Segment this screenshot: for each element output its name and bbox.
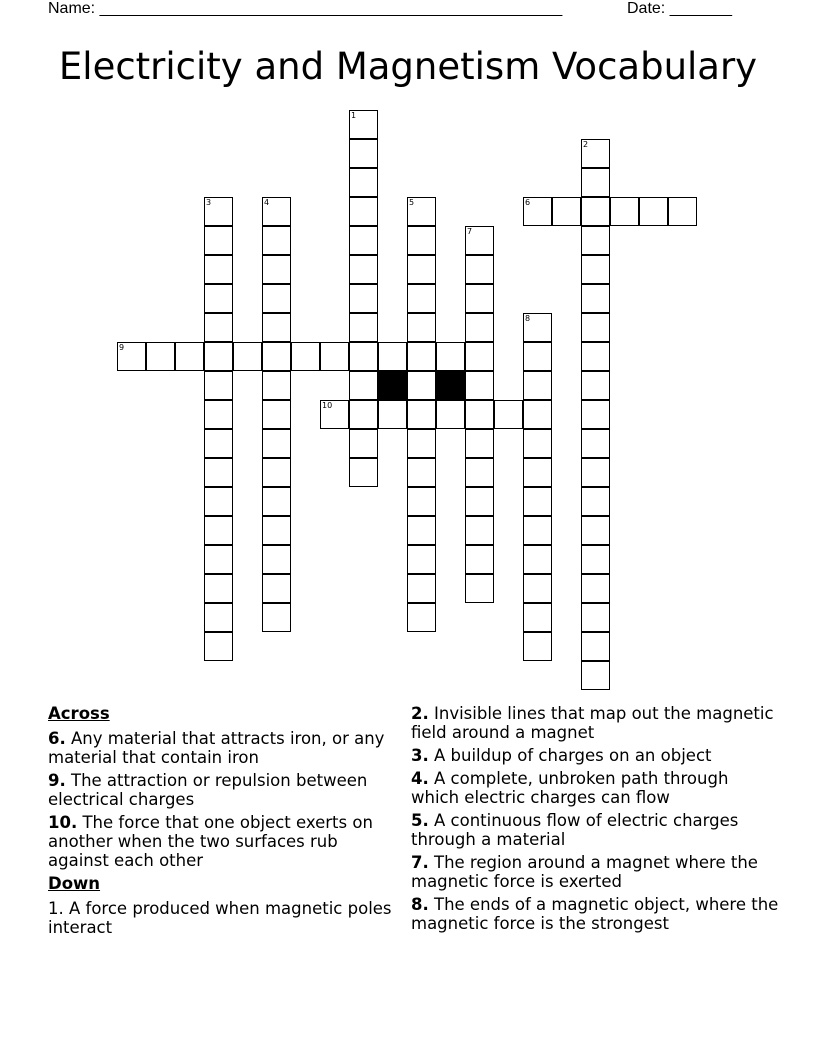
crossword-cell[interactable]	[523, 516, 552, 545]
crossword-cell[interactable]	[204, 400, 233, 429]
crossword-cell[interactable]	[378, 400, 407, 429]
crossword-cell[interactable]	[465, 400, 494, 429]
crossword-cell[interactable]	[523, 545, 552, 574]
crossword-cell[interactable]	[175, 342, 204, 371]
crossword-cell[interactable]	[581, 661, 610, 690]
clue-number: 8.	[411, 895, 429, 914]
crossword-cell[interactable]	[581, 632, 610, 661]
crossword-cell[interactable]	[262, 371, 291, 400]
clue-text: The ends of a magnetic object, where the magnetic force is the strongest	[411, 895, 779, 933]
crossword-cell[interactable]	[581, 574, 610, 603]
clue-number-label: 2	[583, 140, 589, 149]
clue-number-label: 5	[409, 198, 415, 207]
clue-number-label: 3	[206, 198, 212, 207]
crossword-cell[interactable]	[204, 226, 233, 255]
clues-right-column	[411, 704, 781, 937]
crossword-cell[interactable]	[146, 342, 175, 371]
crossword-cell[interactable]	[291, 342, 320, 371]
crossword-cell[interactable]	[262, 284, 291, 313]
crossword-cell[interactable]	[320, 400, 349, 429]
crossword-cell[interactable]	[204, 429, 233, 458]
clue-number: 4.	[411, 769, 429, 788]
crossword-cell[interactable]	[523, 342, 552, 371]
crossword-cell[interactable]	[465, 458, 494, 487]
clue-text: The attraction or repulsion between electrical charges	[48, 771, 368, 809]
crossword-cell[interactable]	[465, 429, 494, 458]
crossword-cell[interactable]	[349, 429, 378, 458]
crossword-cell[interactable]	[581, 429, 610, 458]
clue-number-label: 10	[322, 401, 333, 410]
crossword-cell[interactable]	[204, 458, 233, 487]
crossword-cell[interactable]	[523, 632, 552, 661]
crossword-cell[interactable]	[378, 342, 407, 371]
clue-text: A force produced when magnetic poles interact	[48, 899, 392, 937]
crossword-cell[interactable]	[407, 197, 436, 226]
crossword-cell[interactable]	[465, 487, 494, 516]
crossword-cell[interactable]	[581, 342, 610, 371]
crossword-cell[interactable]	[581, 255, 610, 284]
clue-number-label: 9	[119, 343, 125, 352]
clue-down-3	[411, 746, 781, 765]
crossword-cell[interactable]	[581, 400, 610, 429]
clue-number: 3.	[411, 746, 429, 765]
crossword-cell[interactable]	[407, 255, 436, 284]
crossword-cell[interactable]	[465, 545, 494, 574]
crossword-cell[interactable]	[262, 458, 291, 487]
clue-across-10	[48, 813, 398, 870]
clue-text: A continuous flow of electric charges through a material	[411, 811, 739, 849]
clue-number-label: 8	[525, 314, 531, 323]
crossword-cell[interactable]	[204, 632, 233, 661]
down-heading: Down	[48, 874, 101, 893]
clue-number-label: 1	[351, 111, 357, 120]
crossword-cell[interactable]	[349, 342, 378, 371]
crossword-cell[interactable]	[523, 603, 552, 632]
crossword-cell[interactable]	[349, 110, 378, 139]
crossword-cell[interactable]	[262, 487, 291, 516]
clue-text: The region around a magnet where the magnetic force is exerted	[411, 853, 758, 891]
crossword-cell[interactable]	[262, 313, 291, 342]
crossword-cell[interactable]	[204, 603, 233, 632]
clue-down-4	[411, 769, 781, 807]
crossword-cell[interactable]	[407, 429, 436, 458]
crossword-cell[interactable]	[407, 313, 436, 342]
crossword-cell[interactable]	[523, 313, 552, 342]
clue-text: The force that one object exerts on another when the two surfaces rub against each other	[48, 813, 373, 870]
crossword-cell[interactable]	[407, 342, 436, 371]
crossword-cell[interactable]	[262, 516, 291, 545]
crossword-cell[interactable]	[407, 458, 436, 487]
crossword-cell[interactable]	[552, 197, 581, 226]
crossword-cell[interactable]	[581, 516, 610, 545]
clue-number: 1.	[48, 899, 64, 918]
crossword-cell[interactable]	[581, 139, 610, 168]
clue-across-9	[48, 771, 398, 809]
clue-across-6	[48, 729, 398, 767]
crossword-cell[interactable]	[262, 255, 291, 284]
crossword-cell[interactable]	[407, 400, 436, 429]
clue-down-7	[411, 853, 781, 891]
crossword-cell[interactable]	[465, 371, 494, 400]
crossword-cell[interactable]	[204, 574, 233, 603]
clue-down-5	[411, 811, 781, 849]
crossword-cell[interactable]	[204, 342, 233, 371]
crossword-cell[interactable]	[581, 545, 610, 574]
crossword-cell[interactable]	[407, 574, 436, 603]
crossword-cell[interactable]	[523, 458, 552, 487]
crossword-cell[interactable]	[610, 197, 639, 226]
crossword-cell[interactable]	[262, 545, 291, 574]
crossword-cell[interactable]	[581, 603, 610, 632]
crossword-cell[interactable]	[349, 400, 378, 429]
crossword-cell[interactable]	[581, 226, 610, 255]
crossword-cell[interactable]	[436, 342, 465, 371]
clue-text: A buildup of charges on an object	[428, 746, 712, 765]
crossword-cell[interactable]	[523, 429, 552, 458]
crossword-cell[interactable]	[407, 226, 436, 255]
black-square	[378, 371, 407, 400]
crossword-cell[interactable]	[262, 603, 291, 632]
clue-number-label: 6	[525, 198, 531, 207]
date-field[interactable]: Date: _______	[627, 0, 732, 17]
clue-text: Any material that attracts iron, or any material that contain iron	[48, 729, 385, 767]
crossword-cell[interactable]	[233, 342, 262, 371]
clue-down-8	[411, 895, 781, 933]
crossword-cell[interactable]	[581, 371, 610, 400]
crossword-cell[interactable]	[117, 342, 146, 371]
crossword-cell[interactable]	[204, 313, 233, 342]
crossword-cell[interactable]	[465, 313, 494, 342]
crossword-cell[interactable]	[204, 516, 233, 545]
clue-down-2	[411, 704, 781, 742]
crossword-cell[interactable]	[436, 400, 465, 429]
clue-number: 6.	[48, 729, 66, 748]
clue-number: 10.	[48, 813, 78, 832]
crossword-cell[interactable]	[349, 255, 378, 284]
clue-text: Invisible lines that map out the magnetic field around a magnet	[411, 704, 774, 742]
crossword-cell[interactable]	[465, 574, 494, 603]
crossword-cell[interactable]	[465, 284, 494, 313]
crossword-cell[interactable]	[465, 342, 494, 371]
crossword-cell[interactable]	[407, 516, 436, 545]
crossword-cell[interactable]	[407, 284, 436, 313]
clue-text: A complete, unbroken path through which electric charges can flow	[411, 769, 729, 807]
clue-number-label: 4	[264, 198, 270, 207]
crossword-cell[interactable]	[581, 313, 610, 342]
clue-number: 9.	[48, 771, 66, 790]
crossword-cell[interactable]	[523, 574, 552, 603]
crossword-cell[interactable]	[349, 284, 378, 313]
crossword-cell[interactable]	[349, 139, 378, 168]
crossword-cell[interactable]	[204, 545, 233, 574]
crossword-cell[interactable]	[465, 516, 494, 545]
crossword-cell[interactable]	[262, 342, 291, 371]
crossword-cell[interactable]	[494, 400, 523, 429]
crossword-cell[interactable]	[204, 371, 233, 400]
crossword-cell[interactable]	[639, 197, 668, 226]
crossword-cell[interactable]	[581, 197, 610, 226]
crossword-cell[interactable]	[320, 342, 349, 371]
crossword-cell[interactable]	[204, 487, 233, 516]
crossword-cell[interactable]	[262, 429, 291, 458]
crossword-cell[interactable]	[581, 168, 610, 197]
crossword-cell[interactable]	[262, 226, 291, 255]
crossword-cell[interactable]	[407, 487, 436, 516]
crossword-cell[interactable]	[407, 371, 436, 400]
crossword-cell[interactable]	[523, 197, 552, 226]
crossword-cell[interactable]	[581, 458, 610, 487]
crossword-cell[interactable]	[581, 487, 610, 516]
crossword-cell[interactable]	[204, 255, 233, 284]
clue-number: 7.	[411, 853, 429, 872]
clue-number-label: 7	[467, 227, 473, 236]
crossword-cell[interactable]	[349, 197, 378, 226]
crossword-cell[interactable]	[668, 197, 697, 226]
crossword-cell[interactable]	[349, 371, 378, 400]
crossword-cell[interactable]	[581, 284, 610, 313]
crossword-cell[interactable]	[349, 458, 378, 487]
crossword-cell[interactable]	[465, 226, 494, 255]
crossword-cell[interactable]	[523, 371, 552, 400]
crossword-cell[interactable]	[262, 400, 291, 429]
clues-left-column	[48, 704, 398, 941]
clue-down-1	[48, 899, 398, 937]
crossword-cell[interactable]	[349, 226, 378, 255]
crossword-cell[interactable]	[262, 574, 291, 603]
across-heading: Across	[48, 704, 110, 723]
crossword-cell[interactable]	[523, 400, 552, 429]
crossword-cell[interactable]	[523, 487, 552, 516]
crossword-cell[interactable]	[407, 603, 436, 632]
crossword-cell[interactable]	[204, 284, 233, 313]
clue-number: 5.	[411, 811, 429, 830]
crossword-cell[interactable]	[204, 197, 233, 226]
crossword-cell[interactable]	[349, 168, 378, 197]
name-field[interactable]: Name: ____________________________________________________	[48, 0, 563, 17]
crossword-cell[interactable]	[407, 545, 436, 574]
crossword-cell[interactable]	[465, 255, 494, 284]
crossword-cell[interactable]	[262, 197, 291, 226]
crossword-cell[interactable]	[349, 313, 378, 342]
clue-number: 2.	[411, 704, 429, 723]
black-square	[436, 371, 465, 400]
page-title: Electricity and Magnetism Vocabulary	[58, 45, 758, 88]
